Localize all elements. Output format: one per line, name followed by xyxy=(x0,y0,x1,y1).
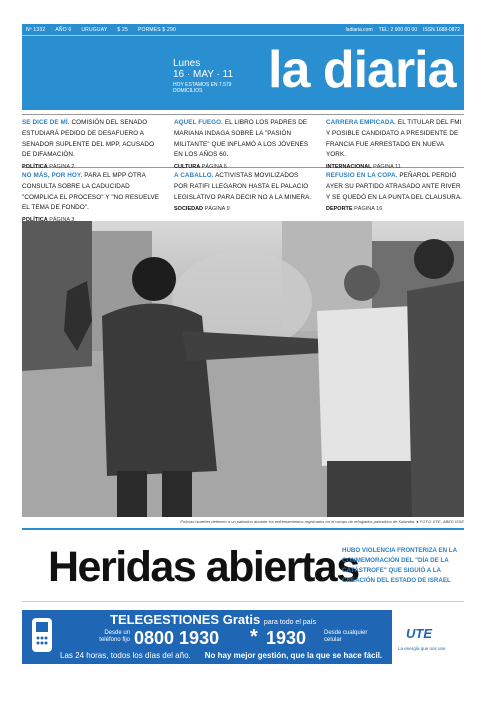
teaser-item[interactable] xyxy=(326,171,464,220)
circulation-note: HOY ESTAMOS EN 7.579 DOMICILIOS xyxy=(173,82,232,94)
monthly-price: PORMES $ 290 xyxy=(137,26,176,33)
teaser-page: PÁGINA 11 xyxy=(373,164,401,171)
masthead-info-bar xyxy=(22,24,464,36)
ad-mobile-label: Desde cualquier celular xyxy=(324,630,368,643)
telephone: TEL: 2 900 00 00 xyxy=(378,26,418,33)
photo-illustration xyxy=(22,221,464,517)
teaser-kicker: REFUSIO EN LA COPA. xyxy=(326,172,398,179)
date: 16 · MAY · 11 xyxy=(173,69,234,80)
teaser-page: PÁGINA 6 xyxy=(201,164,227,171)
teaser-page: PÁGINA 9 xyxy=(204,206,230,213)
ad-mobile-number: 1930 xyxy=(266,628,307,648)
photo-caption: Policías israelíes detienen a un palestino durante los enfrentamientos registrados en el campo de refugiados palestinos de Kalandia. ● FOTO: EFE, ABED ISSE xyxy=(180,519,464,524)
headline-box xyxy=(22,528,464,602)
teaser-text: COMISIÓN DEL SENADO ESTUDIARÁ PEDIDO DE DESAFUERO A SENADOR SUPLENTE DEL MPP, ACUSADO DE DIFAMACIÓN. xyxy=(22,119,155,159)
issn: ISSN 1688-0872 xyxy=(423,26,460,33)
ute-tagline: La energía que nos une xyxy=(398,646,446,651)
year-number: AÑO 6 xyxy=(55,26,72,33)
teaser-page: PÁGINA 16 xyxy=(354,206,383,213)
teaser-section: INTERNACIONAL xyxy=(326,164,372,171)
ute-logo: UTE xyxy=(406,626,432,641)
teaser-kicker: NO MÁS, POR HOY. xyxy=(22,172,83,179)
lead-photo xyxy=(22,221,464,517)
headline-deck: HUBO VIOLENCIA FRONTERIZA EN LA CONMEMORACIÓN DEL "DÍA DE LA CATÁSTROFE" QUE SIGUIÓ A LA CREACIÓN DEL ESTADO DE ISRAEL xyxy=(342,547,457,584)
date-block xyxy=(173,58,233,94)
ad-landline-number: 0800 1930 xyxy=(134,628,220,648)
ad-tagline-bar xyxy=(60,651,382,660)
masthead xyxy=(22,24,464,110)
main-headline[interactable]: Heridas abiertas xyxy=(48,543,359,591)
teaser-section: CULTURA xyxy=(174,164,201,171)
teaser-kicker: CARRERA EMPICADA. xyxy=(326,119,397,126)
advertisement[interactable] xyxy=(22,610,464,664)
price: $ 25 xyxy=(117,26,128,33)
phone-icon xyxy=(28,616,56,654)
teaser-section: POLÍTICA xyxy=(22,164,48,171)
teaser-kicker: SE DICE DE MÍ. xyxy=(22,119,70,126)
teaser-item[interactable] xyxy=(22,118,160,171)
ad-title xyxy=(110,612,316,627)
ad-landline-label: Desde un teléfono fijo xyxy=(99,630,130,643)
ad-hours: Las 24 horas, todos los días del año. xyxy=(60,651,191,660)
website[interactable]: ladiaria.com xyxy=(345,26,373,33)
teaser-kicker: AQUEL FUEGO. xyxy=(174,119,224,126)
country: URUGUAY xyxy=(81,26,108,33)
teaser-item[interactable] xyxy=(174,171,312,220)
teaser-row xyxy=(22,114,464,171)
teaser-section: SOCIEDAD xyxy=(174,206,204,213)
ad-gratis: Gratis xyxy=(222,612,261,627)
newspaper-logo: la diaria xyxy=(268,41,456,99)
teaser-text: EL TITULAR DEL FMI Y POSIBLE CANDIDATO A PRESIDENTE DE FRANCIA FUE ARRESTADO EN NUEVA YORK. xyxy=(326,119,462,159)
teaser-item[interactable] xyxy=(22,171,160,220)
teaser-grid xyxy=(22,114,464,220)
teaser-row xyxy=(22,167,464,220)
teaser-section: DEPORTE xyxy=(326,206,353,213)
teaser-item[interactable] xyxy=(174,118,312,171)
teaser-kicker: A CABALLO. xyxy=(174,172,214,179)
weekday: Lunes xyxy=(173,58,201,69)
teaser-item[interactable] xyxy=(326,118,464,171)
teaser-text: ACTIVISTAS MOVILIZADOS POR RATIFI LLEGARON HASTA EL PALACIO LEGISLATIVO PARA DECIR NO A LA MINERA. xyxy=(174,172,312,201)
teaser-page: PÁGINA 2 xyxy=(49,164,75,171)
teaser-text: EL LIBRO LOS PADRES DE MARIANA INDAGA SOBRE LA "PASIÓN MILITANTE" QUE INFLAMÓ A LOS JÓVENES EN LOS AÑOS 60. xyxy=(174,119,309,159)
ute-logo-panel xyxy=(392,610,464,664)
teaser-text: PEÑAROL PERDIÓ AYER SU PARTIDO ATRASADO ANTE RIVER Y SE QUEDÓ EN LA PUNTA DEL CLAUSURA. xyxy=(326,172,463,201)
teaser-text: PARA EL MPP OTRA CONSULTA SOBRE LA CADUCIDAD "COMPLICA EL PROCESO" Y "NO RESUELVE EL TEMA DE FONDO". xyxy=(22,172,160,212)
ad-slogan: No hay mejor gestión, que la que se hace fácil. xyxy=(204,651,383,660)
ad-title-main: TELEGESTIONES xyxy=(110,612,220,627)
issue-number: Nº 1332 xyxy=(26,26,46,33)
ad-subtitle: para todo el país xyxy=(263,619,317,626)
star-icon: * xyxy=(250,626,258,648)
